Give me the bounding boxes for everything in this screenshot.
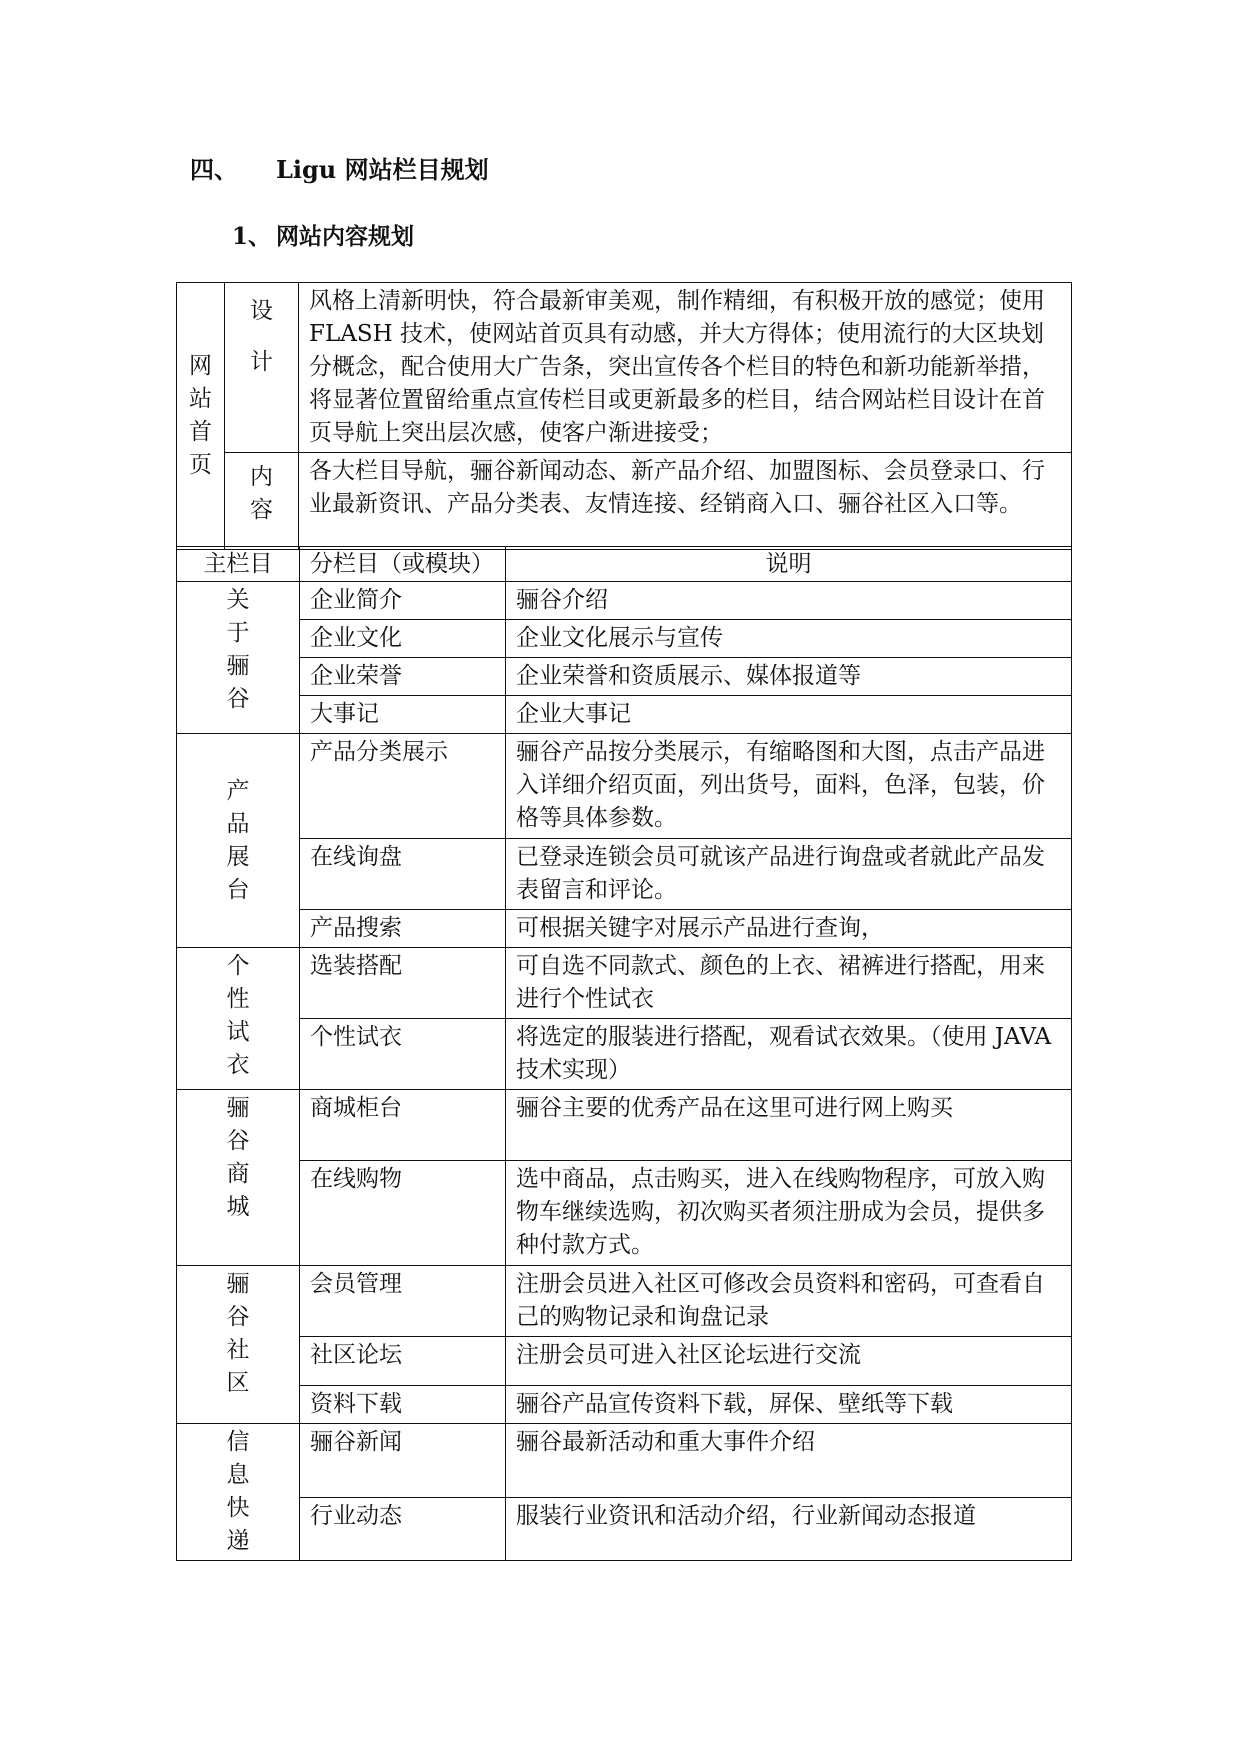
table-row (177, 1019, 1072, 1090)
main-column-char: 展 (226, 843, 250, 870)
sub-column-cell: 行业动态 (300, 1497, 506, 1560)
sub-column-cell: 会员管理 (300, 1266, 506, 1337)
table-row (177, 839, 1072, 910)
main-column-char: 品 (226, 810, 250, 837)
sub-column-cell: 大事记 (300, 696, 506, 734)
design-text: 风格上清新明快，符合最新审美观，制作精细，有积极开放的感觉；使用 FLASH 技术，使网站首页具有动感，并大方得体；使用流行的大区块划分概念，配合使用大广告条，突出宣传各个栏目的特色和新功能新举措，将显著位置留给重点宣传栏目或更新最多的栏目，结合网站栏目设计在首页导航上突出层次感，使客户渐进接受； (299, 283, 1072, 453)
content-text: 各大栏目导航，骊谷新闻动态、新产品介绍、加盟图标、会员登录口、行业最新资讯、产品分类表、友情连接、经销商入口、骊谷社区入口等。 (299, 453, 1072, 550)
main-column-char: 商 (226, 1161, 250, 1187)
sub-column-cell: 企业荣誉 (300, 658, 506, 696)
table-row (177, 1386, 1072, 1424)
main-column-cell (177, 734, 300, 948)
table-row (177, 1424, 1072, 1498)
description-cell: 注册会员进入社区可修改会员资料和密码，可查看自己的购物记录和询盘记录 (506, 1266, 1072, 1337)
table-row (177, 1090, 1072, 1161)
sub-column-cell: 资料下载 (300, 1386, 506, 1424)
header-row (177, 547, 1072, 582)
description-cell: 骊谷产品按分类展示，有缩略图和大图，点击产品进入详细介绍页面，列出货号，面料，色泽，包装，价格等具体参数。 (506, 734, 1072, 839)
sub-column-cell: 选装搭配 (300, 948, 506, 1019)
description-cell: 已登录连锁会员可就该产品进行询盘或者就此产品发表留言和评论。 (506, 839, 1072, 910)
main-column-cell (177, 1266, 300, 1424)
main-column-cell (177, 1090, 300, 1266)
section-heading-number: 四、 (190, 155, 238, 184)
main-column-char: 区 (226, 1370, 250, 1396)
description-cell: 选中商品，点击购买，进入在线购物程序，可放入购物车继续选购，初次购买者须注册成为会员，提供多种付款方式。 (506, 1161, 1072, 1266)
sub-column-cell: 社区论坛 (300, 1337, 506, 1386)
main-column-char: 产 (226, 777, 250, 804)
main-column-char: 骊 (226, 1271, 250, 1297)
header-desc: 说明 (506, 547, 1072, 582)
main-column-char: 性 (226, 986, 250, 1012)
description-cell: 骊谷主要的优秀产品在这里可进行网上购买 (506, 1090, 1072, 1161)
main-column-char: 台 (226, 876, 250, 903)
main-column-char: 谷 (226, 686, 250, 712)
subsection-heading (232, 218, 414, 251)
design-label: 设 计 (225, 283, 299, 453)
main-column-char: 关 (226, 587, 250, 613)
section-heading (190, 150, 489, 185)
table-row (177, 1266, 1072, 1337)
description-cell: 企业大事记 (506, 696, 1072, 734)
table-row (177, 1161, 1072, 1266)
table-row (177, 582, 1072, 620)
main-column-char: 信 (226, 1429, 250, 1455)
main-column-char: 骊 (226, 653, 250, 679)
sub-column-cell: 企业简介 (300, 582, 506, 620)
main-column-char: 骊 (226, 1095, 250, 1121)
subsection-heading-title: 网站内容规划 (276, 223, 414, 250)
description-cell: 可根据关键字对展示产品进行查询， (506, 910, 1072, 948)
description-cell: 将选定的服装进行搭配，观看试衣效果。（使用 JAVA 技术实现） (506, 1019, 1072, 1090)
table-row (177, 734, 1072, 839)
main-column-char: 城 (226, 1194, 250, 1220)
main-column-char: 个 (226, 953, 250, 979)
description-cell: 企业荣誉和资质展示、媒体报道等 (506, 658, 1072, 696)
header-main: 主栏目 (177, 547, 300, 582)
description-cell: 可自选不同款式、颜色的上衣、裙裤进行搭配，用来进行个性试衣 (506, 948, 1072, 1019)
content-label: 内 容 (225, 453, 299, 550)
table-row (177, 1337, 1072, 1386)
table-row (177, 696, 1072, 734)
sub-column-cell: 产品搜索 (300, 910, 506, 948)
description-cell: 注册会员可进入社区论坛进行交流 (506, 1337, 1072, 1386)
description-cell: 骊谷最新活动和重大事件介绍 (506, 1424, 1072, 1498)
sub-column-cell: 产品分类展示 (300, 734, 506, 839)
main-column-char: 快 (226, 1495, 250, 1521)
table-row (177, 910, 1072, 948)
sub-column-cell: 在线询盘 (300, 839, 506, 910)
sub-column-cell: 企业文化 (300, 620, 506, 658)
sub-column-cell: 在线购物 (300, 1161, 506, 1266)
main-column-cell (177, 948, 300, 1090)
description-cell: 骊谷产品宣传资料下载，屏保、壁纸等下载 (506, 1386, 1072, 1424)
sub-column-cell: 个性试衣 (300, 1019, 506, 1090)
table-row (177, 948, 1072, 1019)
section-heading-title: Ligu 网站栏目规划 (276, 155, 489, 184)
sub-column-cell: 商城柜台 (300, 1090, 506, 1161)
description-cell: 服装行业资讯和活动介绍，行业新闻动态报道 (506, 1497, 1072, 1560)
header-sub: 分栏目（或模块） (300, 547, 506, 582)
main-column-char: 递 (226, 1528, 250, 1554)
description-cell: 企业文化展示与宣传 (506, 620, 1072, 658)
column-plan-body (177, 547, 1072, 1561)
table-row (177, 620, 1072, 658)
main-column-char: 息 (226, 1462, 250, 1488)
main-column-char: 社 (226, 1337, 250, 1363)
subsection-heading-number: 1、 (232, 223, 272, 250)
main-column-char: 谷 (226, 1304, 250, 1330)
main-column-char: 试 (226, 1019, 250, 1045)
main-column-cell (177, 1424, 300, 1561)
column-plan-table (176, 546, 1072, 1561)
main-column-cell (177, 582, 300, 734)
sub-column-cell: 骊谷新闻 (300, 1424, 506, 1498)
description-cell: 骊谷介绍 (506, 582, 1072, 620)
main-column-char: 谷 (226, 1128, 250, 1154)
main-column-char: 于 (226, 620, 250, 646)
homepage-table (176, 282, 1072, 550)
table-row (177, 658, 1072, 696)
main-column-char: 衣 (226, 1052, 250, 1078)
homepage-label: 网 站 首 页 (177, 283, 225, 550)
table-row (177, 1497, 1072, 1560)
